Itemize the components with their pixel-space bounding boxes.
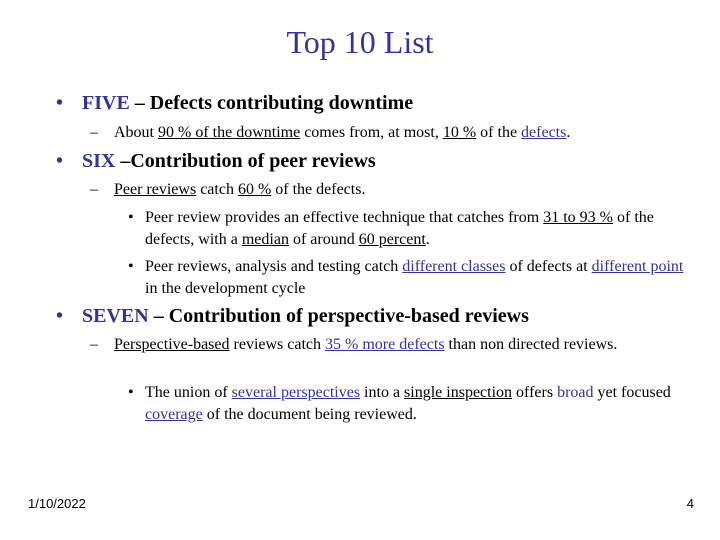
sub-sub-bullet-text: Peer reviews, analysis and testing catch different classes of defects at different point in the development cycle — [145, 258, 684, 297]
highlight-range: 31 to 93 % — [543, 209, 613, 226]
bullet-dot: • — [128, 209, 134, 226]
bullet-dot: • — [56, 305, 64, 327]
highlight-ten-percent: 10 % — [442, 124, 477, 141]
slide-title: Top 10 List — [286, 24, 434, 60]
highlight-downtime: 90 % of the downtime — [158, 124, 301, 141]
highlight-sixty-percent-text: 60 percent — [358, 231, 426, 248]
sub-bullet-text: Peer reviews catch 60 % of the defects. — [114, 181, 366, 198]
bullet-text-six: –Contribution of peer reviews — [115, 150, 376, 172]
highlight-broad: broad — [557, 384, 594, 401]
dash-marker: – — [90, 124, 98, 141]
page-number: 4 — [686, 496, 694, 511]
sub-bullet-text: About 90 % of the downtime comes from, at most, 10 % of the defects. — [114, 124, 571, 141]
highlight-more-defects: 35 % more defects — [325, 336, 445, 353]
dash-marker: – — [90, 336, 98, 353]
bullet-dot: • — [128, 258, 134, 275]
sub-sub-bullet-seven-1 — [128, 382, 690, 426]
highlight-single-inspection: single inspection — [404, 384, 513, 401]
bullet-text-five: – Defects contributing downtime — [129, 92, 414, 114]
highlight-sixty-percent: 60 % — [237, 181, 272, 198]
highlight-several-perspectives: several perspectives — [231, 384, 361, 401]
highlight-median: median — [241, 231, 289, 248]
sub-bullet-text: Perspective-based reviews catch 35 % more defects than non directed reviews. — [114, 336, 618, 353]
sub-bullet-six-1 — [90, 179, 690, 201]
dash-marker: – — [90, 181, 98, 198]
bullet-number-seven: SEVEN — [82, 305, 149, 327]
bullet-number-five: FIVE — [82, 92, 130, 114]
bullet-dot: • — [128, 384, 134, 401]
highlight-coverage: coverage — [145, 406, 203, 423]
bullet-number-six: SIX — [82, 150, 116, 172]
highlight-peer-reviews: Peer reviews — [114, 181, 197, 198]
bullet-text-seven: – Contribution of perspective-based reviews — [148, 305, 529, 327]
highlight-defects: defects — [521, 124, 567, 141]
highlight-perspective-based: Perspective-based — [114, 336, 230, 353]
bullet-dot: • — [56, 150, 64, 172]
sub-sub-bullet-text: The union of several perspectives into a single inspection offers broad yet focused coverage of the document being reviewed. — [145, 384, 671, 423]
sub-sub-bullet-six-1 — [128, 207, 690, 251]
sub-sub-bullet-text: Peer review provides an effective technique that catches from 31 to 93 % of the defects, with a median of around 60 percent. — [145, 209, 654, 248]
highlight-different-point: different point — [591, 258, 684, 275]
bullet-dot: • — [56, 92, 64, 114]
footer-date: 1/10/2022 — [28, 496, 86, 511]
highlight-different-classes: different classes — [402, 258, 506, 275]
sub-sub-bullet-six-2 — [128, 256, 690, 300]
sub-bullet-seven-1 — [90, 334, 690, 356]
sub-bullet-five-1 — [90, 122, 690, 144]
